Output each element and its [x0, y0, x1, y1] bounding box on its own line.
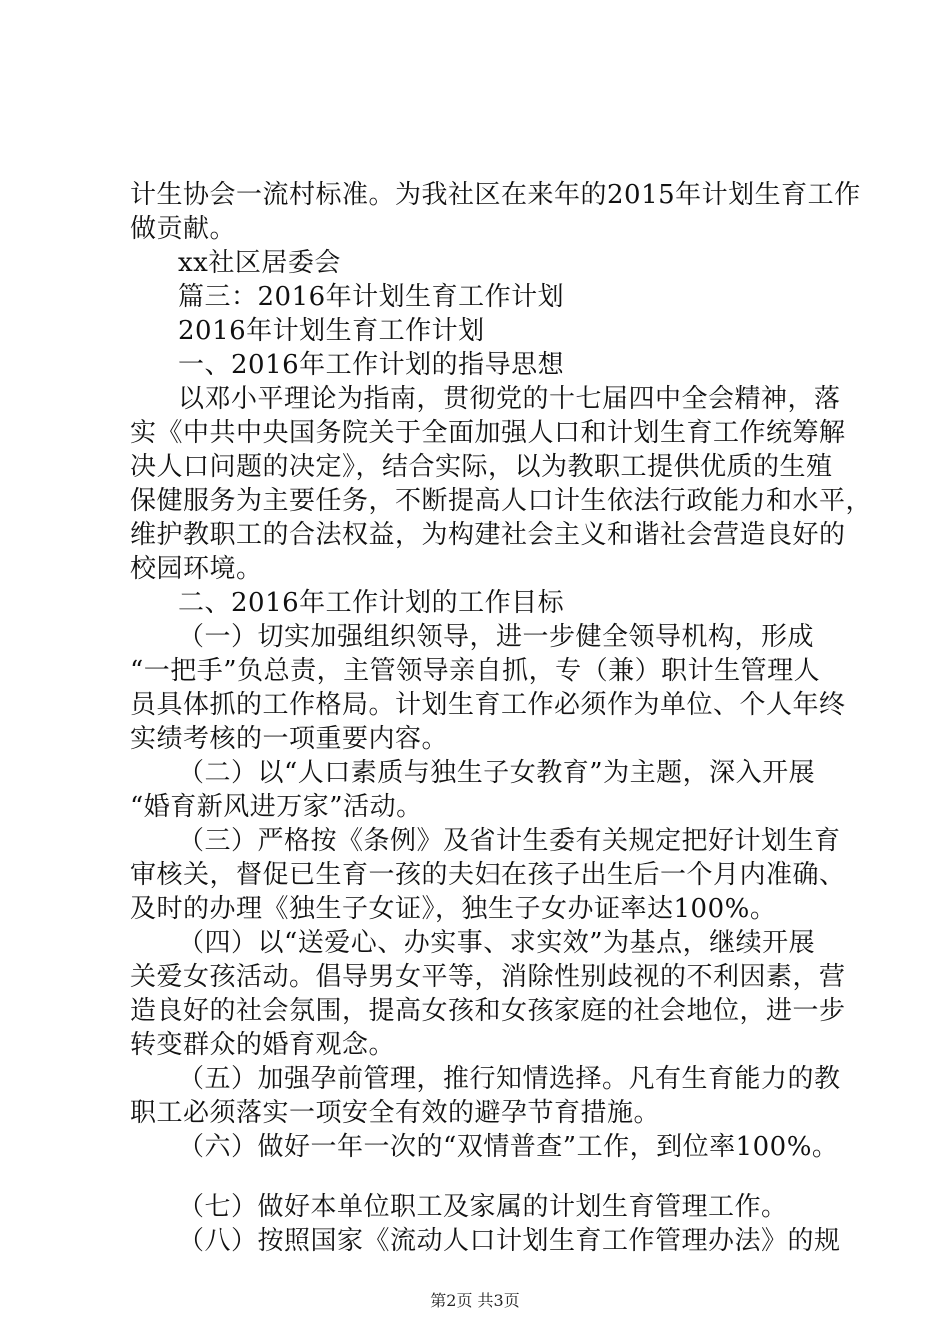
text-line: （二）以“人口素质与独生子女教育”为主题，深入开展 [178, 758, 816, 788]
text-line: （一）切实加强组织领导，进一步健全领导机构，形成 [178, 622, 815, 652]
text-line: 关爱女孩活动。倡导男女平等，消除性别歧视的不利因素，营 [130, 962, 846, 992]
text-line: 审核关，督促已生育一孩的夫妇在孩子出生后一个月内准确、 [130, 860, 846, 890]
text-line: （七）做好本单位职工及家属的计划生育管理工作。 [178, 1192, 788, 1222]
text-line: 转变群众的婚育观念。 [130, 1030, 396, 1060]
text-line: 造良好的社会氛围，提高女孩和女孩家庭的社会地位，进一步 [130, 996, 846, 1026]
text-line: 及时的办理《独生子女证》，独生子女办证率达100%。 [130, 894, 777, 924]
text-line: 员具体抓的工作格局。计划生育工作必须作为单位、个人年终 [130, 690, 846, 720]
text-line: “一把手”负总责，主管领导亲自抓，专（兼）职计生管理人 [130, 656, 821, 686]
text-line: （五）加强孕前管理，推行知情选择。凡有生育能力的教 [178, 1064, 841, 1094]
text-line: （六）做好一年一次的“双情普查”工作，到位率100%。 [178, 1132, 839, 1162]
signature-line: xx社区居委会 [178, 248, 341, 278]
text-line: （八）按照国家《流动人口计划生育工作管理办法》的规 [178, 1226, 841, 1256]
text-line: 职工必须落实一项安全有效的避孕节育措施。 [130, 1098, 661, 1128]
text-line: 做贡献。 [130, 214, 237, 244]
document-title: 2016年计划生育工作计划 [178, 316, 485, 346]
section-heading: 篇三：2016年计划生育工作计划 [178, 282, 565, 312]
text-line: 以邓小平理论为指南，贯彻党的十七届四中全会精神，落 [178, 384, 841, 414]
text-line: 实《中共中央国务院关于全面加强人口和计划生育工作统筹解 [130, 418, 846, 448]
text-line: 实绩考核的一项重要内容。 [130, 724, 449, 754]
section-heading: 二、2016年工作计划的工作目标 [178, 588, 565, 618]
text-line: 校园环境。 [130, 554, 263, 584]
text-line: 计生协会一流村标准。为我社区在来年的2015年计划生育工作 [130, 180, 861, 210]
text-line: “婚育新风进万家”活动。 [130, 792, 423, 822]
section-heading: 一、2016年工作计划的指导思想 [178, 350, 565, 380]
text-line: 决人口问题的决定》，结合实际，以为教职工提供优质的生殖 [130, 452, 833, 482]
text-line: 保健服务为主要任务，不断提高人口计生依法行政能力和水平， [130, 486, 873, 516]
text-line: （三）严格按《条例》及省计生委有关规定把好计划生育 [178, 826, 841, 856]
text-line: 维护教职工的合法权益，为构建社会主义和谐社会营造良好的 [130, 520, 846, 550]
text-line: （四）以“送爱心、办实事、求实效”为基点，继续开展 [178, 928, 816, 958]
page-number: 第2页 共3页 [430, 1291, 520, 1310]
